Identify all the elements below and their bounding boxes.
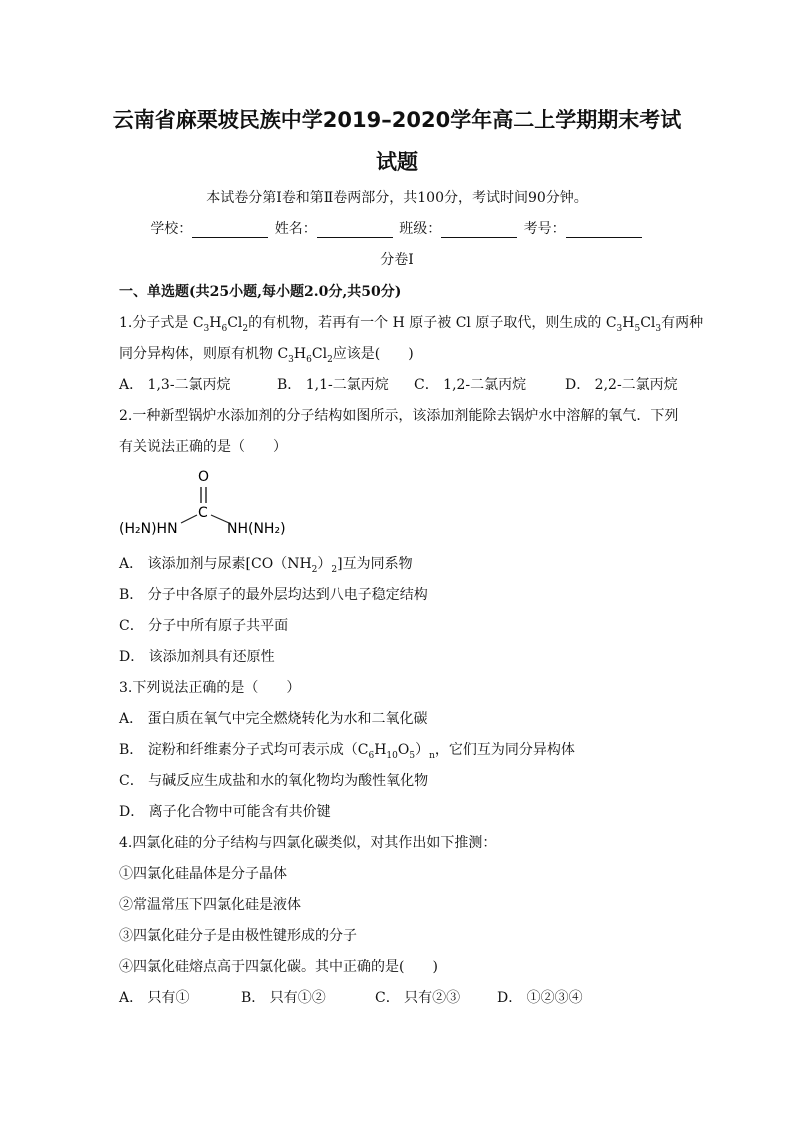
q4-option-b: B． 只有①② bbox=[241, 990, 326, 1006]
q3-stem: 3.下列说法正确的是（ ） bbox=[119, 680, 301, 696]
section-heading: 一、单选题(共25小题,每小题2.0分,共50分) bbox=[119, 284, 402, 300]
q4-item-4: ④四氯化硅熔点高于四氯化碳。其中正确的是( ) bbox=[119, 959, 438, 975]
q2-option-c: C． 分子中所有原子共平面 bbox=[119, 618, 289, 634]
q1-formula-2: $C_3H_5Cl_3$ bbox=[605, 315, 662, 334]
q2-stem-line1: 2.一种新型锅炉水添加剂的分子结构如图所示，该添加剂能除去锅炉水中溶解的氧气．下列 bbox=[119, 408, 679, 424]
structure-carbon: C bbox=[198, 505, 208, 521]
field-name-blank bbox=[317, 223, 393, 238]
q2-structure-diagram bbox=[119, 463, 299, 543]
q2-option-a: A． 该添加剂与尿素$[CO(NH_2)_2]$互为同系物 bbox=[119, 556, 413, 575]
q1-stem-line2: 同分异构体，则原有机物 $C_3H_6Cl_2$应该是( ) bbox=[119, 346, 414, 365]
structure-oxygen: O bbox=[198, 469, 210, 485]
q3-option-c: C． 与碱反应生成盐和水的氧化物均为酸性氧化物 bbox=[119, 773, 429, 789]
q2-stem-line2: 有关说法正确的是（ ） bbox=[119, 439, 287, 455]
field-class-label: 班级： bbox=[399, 221, 442, 237]
q2-option-d: D． 该添加剂具有还原性 bbox=[119, 649, 275, 665]
q1-option-b: B． 1,1-二氯丙烷 bbox=[277, 377, 389, 393]
q1-stem-line1: 1.分子式是 $C_3H_6Cl_2$的有机物，若再有一个 H 原子被 Cl 原子取代，则生成的 $C_3H_5Cl_3$有两种 bbox=[119, 315, 704, 334]
q4-option-d: D． ①②③④ bbox=[497, 990, 583, 1006]
field-name-label: 姓名： bbox=[274, 221, 317, 237]
field-school-blank bbox=[192, 223, 268, 238]
q4-item-1: ①四氯化硅晶体是分子晶体 bbox=[119, 866, 287, 882]
structure-right-group: NH(NH₂) bbox=[227, 521, 286, 537]
structure-left-group: (H₂N)HN bbox=[119, 521, 178, 537]
q4-option-a: A． 只有① bbox=[119, 990, 190, 1006]
field-number-label: 考号： bbox=[523, 221, 566, 237]
q4-item-2: ②常温常压下四氯化硅是液体 bbox=[119, 897, 301, 913]
q2-option-b: B． 分子中各原子的最外层均达到八电子稳定结构 bbox=[119, 587, 428, 603]
field-class-blank bbox=[441, 223, 517, 238]
exam-intro: 本试卷分第Ⅰ卷和第Ⅱ卷两部分，共100分，考试时间90分钟。 bbox=[206, 190, 588, 206]
q1-option-c: C． 1,2-二氯丙烷 bbox=[414, 377, 527, 393]
q4-item-3: ③四氯化硅分子是由极性键形成的分子 bbox=[119, 928, 357, 944]
q1-option-a: A． 1,3-二氯丙烷 bbox=[119, 377, 231, 393]
q3-option-d: D． 离子化合物中可能含有共价键 bbox=[119, 804, 331, 820]
q3-option-b: B． 淀粉和纤维素分子式均可表示成$(C_6H_{10}O_5)_n$，它们互为同分异构体 bbox=[119, 742, 575, 761]
q1-option-d: D． 2,2-二氯丙烷 bbox=[565, 377, 678, 393]
section-part-label: 分卷I bbox=[380, 252, 414, 268]
exam-title-line2: 试题 bbox=[376, 150, 418, 174]
field-number-blank bbox=[566, 223, 642, 238]
student-info-fields bbox=[0, 218, 794, 238]
q1-formula-1: $C_3H_6Cl_2$ bbox=[192, 315, 249, 334]
q3-option-a: A． 蛋白质在氧气中完全燃烧转化为水和二氧化碳 bbox=[119, 711, 428, 727]
exam-title-line1: 云南省麻栗坡民族中学2019–2020学年高二上学期期末考试 bbox=[112, 108, 682, 132]
q1-formula-3: $C_3H_6Cl_2$ bbox=[277, 346, 333, 365]
bond-left bbox=[181, 515, 197, 523]
q4-stem: 4.四氯化硅的分子结构与四氯化碳类似，对其作出如下推测： bbox=[119, 835, 497, 851]
field-school-label: 学校： bbox=[150, 221, 193, 237]
q4-option-c: C． 只有②③ bbox=[375, 990, 461, 1006]
